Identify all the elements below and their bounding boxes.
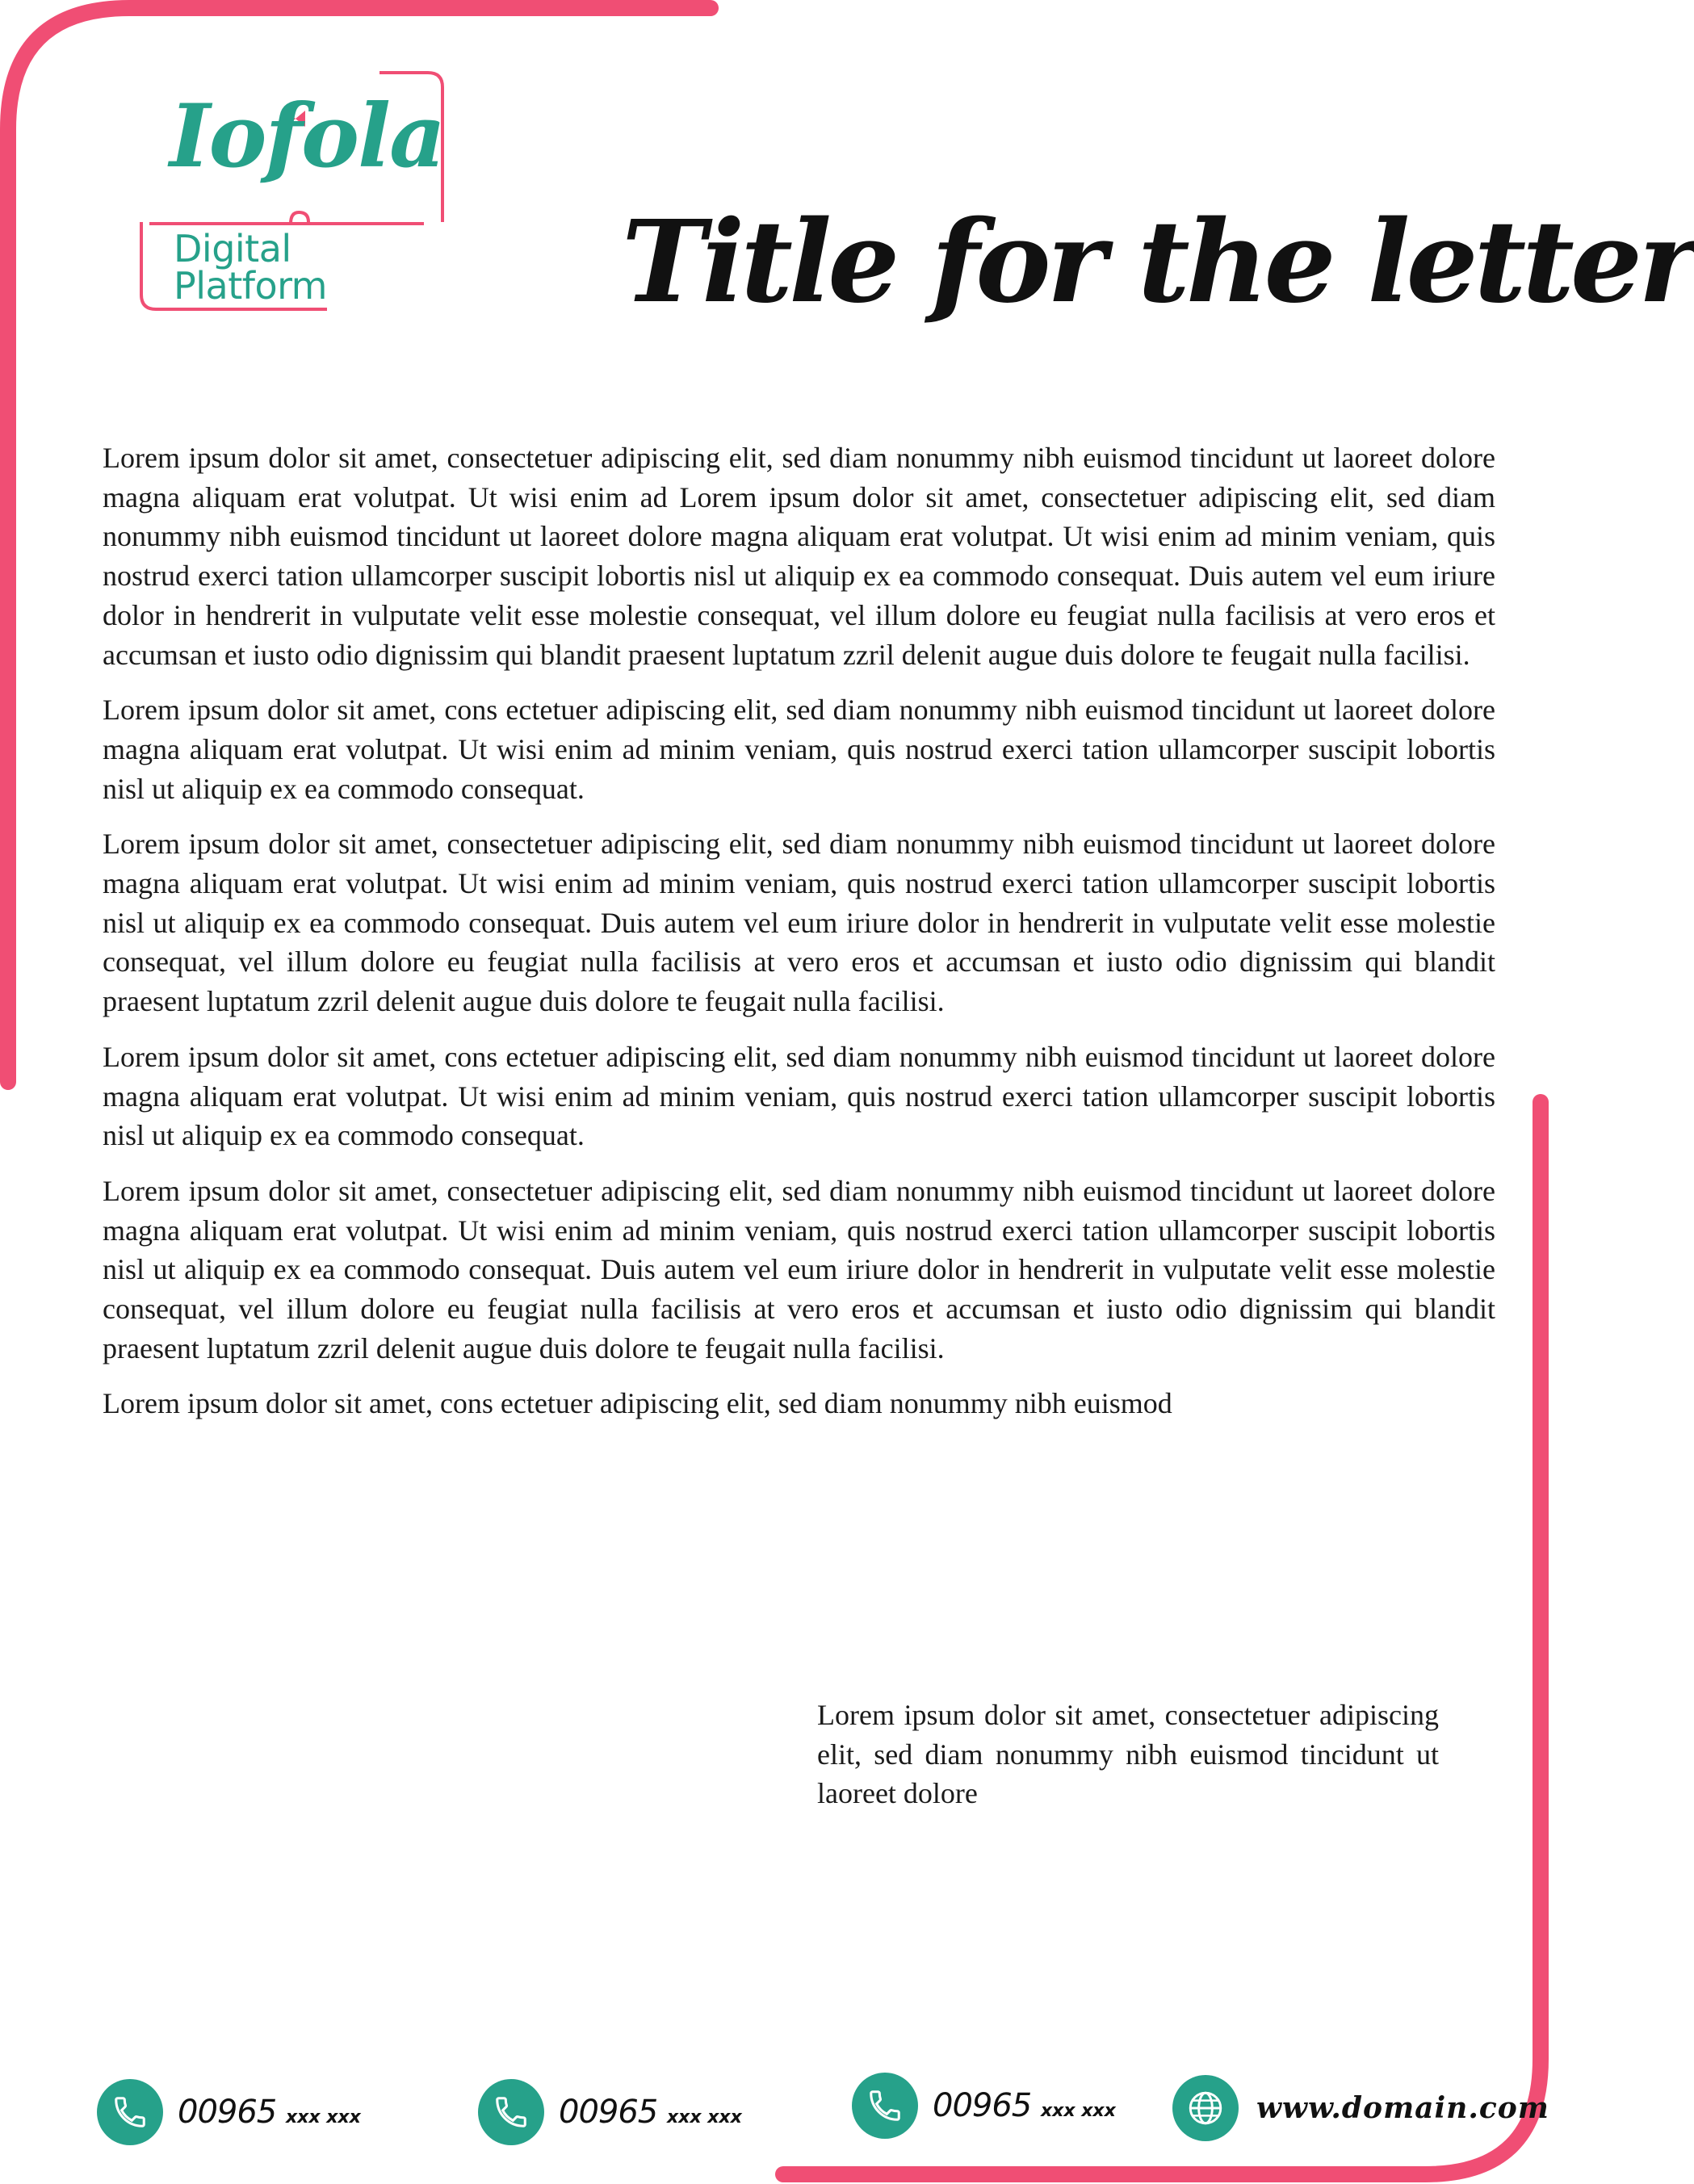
phone-icon [852,2073,918,2139]
company-logo [137,69,448,315]
website-link[interactable]: www.domain.com [1256,2091,1549,2125]
phone-suffix: xxx xxx [1040,2101,1116,2121]
body-paragraph: Lorem ipsum dolor sit amet, consectetuer adipiscing elit, sed diam nonummy nibh euismod tincidunt ut laoreet dolore magna aliquam erat volutpat. Ut wisi enim ad minim veniam, quis nostrud exerci tation ullamcorper suscipit lobortis nisl ut aliquip ex ea commodo consequat. Duis autem vel eum iriure dolor in hendrerit in vulputate velit esse molestie consequat, vel illum dolore eu feugiat nulla facilisis at vero eros et accumsan et iusto odio dignissim qui blandit praesent luptatum zzril delenit augue duis dolore te feugait nulla facilisi. [103,828,1495,1018]
letter-title: Title for the letter [622,196,1694,329]
body-paragraph: Lorem ipsum dolor sit amet, consectetuer adipiscing elit, sed diam nonummy nibh euismod tincidunt ut laoreet dolore magna aliquam erat volutpat. Ut wisi enim ad minim veniam, quis nostrud exerci tation ullamcorper suscipit lobortis nisl ut aliquip ex ea commodo consequat. Duis autem vel eum iriure dolor in hendrerit in vulputate velit esse molestie consequat, vel illum dolore eu feugiat nulla facilisis at vero eros et accumsan et iusto odio dignissim qui blandit praesent luptatum zzril delenit augue duis dolore te feugait nulla facilisi. [103,1174,1495,1364]
phone-icon [478,2079,544,2145]
phone-number: 00965 [178,2094,277,2131]
logo-brand: Iofola [170,86,445,187]
phone-suffix: xxx xxx [285,2107,361,2127]
footer-website[interactable] [1172,2075,1549,2141]
footer-phone-1 [97,2079,361,2145]
closing-block: Lorem ipsum dolor sit amet, consectetuer adipiscing elit, sed diam nonummy nibh euismod tincidunt ut laoreet dolore [817,1699,1439,1810]
footer-phone-3 [852,2073,1116,2139]
phone-number: 00965 [559,2094,658,2131]
phone-number: 00965 [933,2087,1032,2124]
body-paragraph: Lorem ipsum dolor sit amet, consectetuer adipiscing elit, sed diam nonummy nibh euismod tincidunt ut laoreet dolore magna aliquam erat volutpat. Ut wisi enim ad Lorem ipsum dolor sit amet, consectetuer adipiscing elit, sed diam nonummy nibh euismod tincidunt ut laoreet dolore magna aliquam erat volutpat. Ut wisi enim ad minim veniam, quis nostrud exerci tation ullamcorper suscipit lobortis nisl ut aliquip ex ea commodo consequat. Duis autem vel eum iriure dolor in hendrerit in vulputate velit esse molestie consequat, vel illum dolore eu feugiat nulla facilisis at vero eros et accumsan et iusto odio dignissim qui blandit praesent luptatum zzril delenit augue duis dolore te feugait nulla facilisi. [103,442,1495,671]
body-paragraph: Lorem ipsum dolor sit amet, cons ectetuer adipiscing elit, sed diam nonummy nibh euismod tincidunt ut laoreet dolore magna aliquam erat volutpat. Ut wisi enim ad minim veniam, quis nostrud exerci tation ullamcorper suscipit lobortis nisl ut aliquip ex ea commodo consequat. [103,1040,1495,1152]
body-paragraph: Lorem ipsum dolor sit amet, cons ectetuer adipiscing elit, sed diam nonummy nibh euismod tincidunt ut laoreet dolore magna aliquam erat volutpat. Ut wisi enim ad minim veniam, quis nostrud exerci tation ullamcorper suscipit lobortis nisl ut aliquip ex ea commodo consequat. [103,694,1495,805]
letter-body [103,438,1495,1440]
body-paragraph: Lorem ipsum dolor sit amet, cons ectetuer adipiscing elit, sed diam nonummy nibh euismod [103,1387,1172,1420]
phone-suffix: xxx xxx [666,2107,742,2127]
globe-icon [1172,2075,1239,2141]
footer-phone-2 [478,2079,742,2145]
logo-tagline: Digital Platform [174,227,327,308]
phone-icon [97,2079,163,2145]
